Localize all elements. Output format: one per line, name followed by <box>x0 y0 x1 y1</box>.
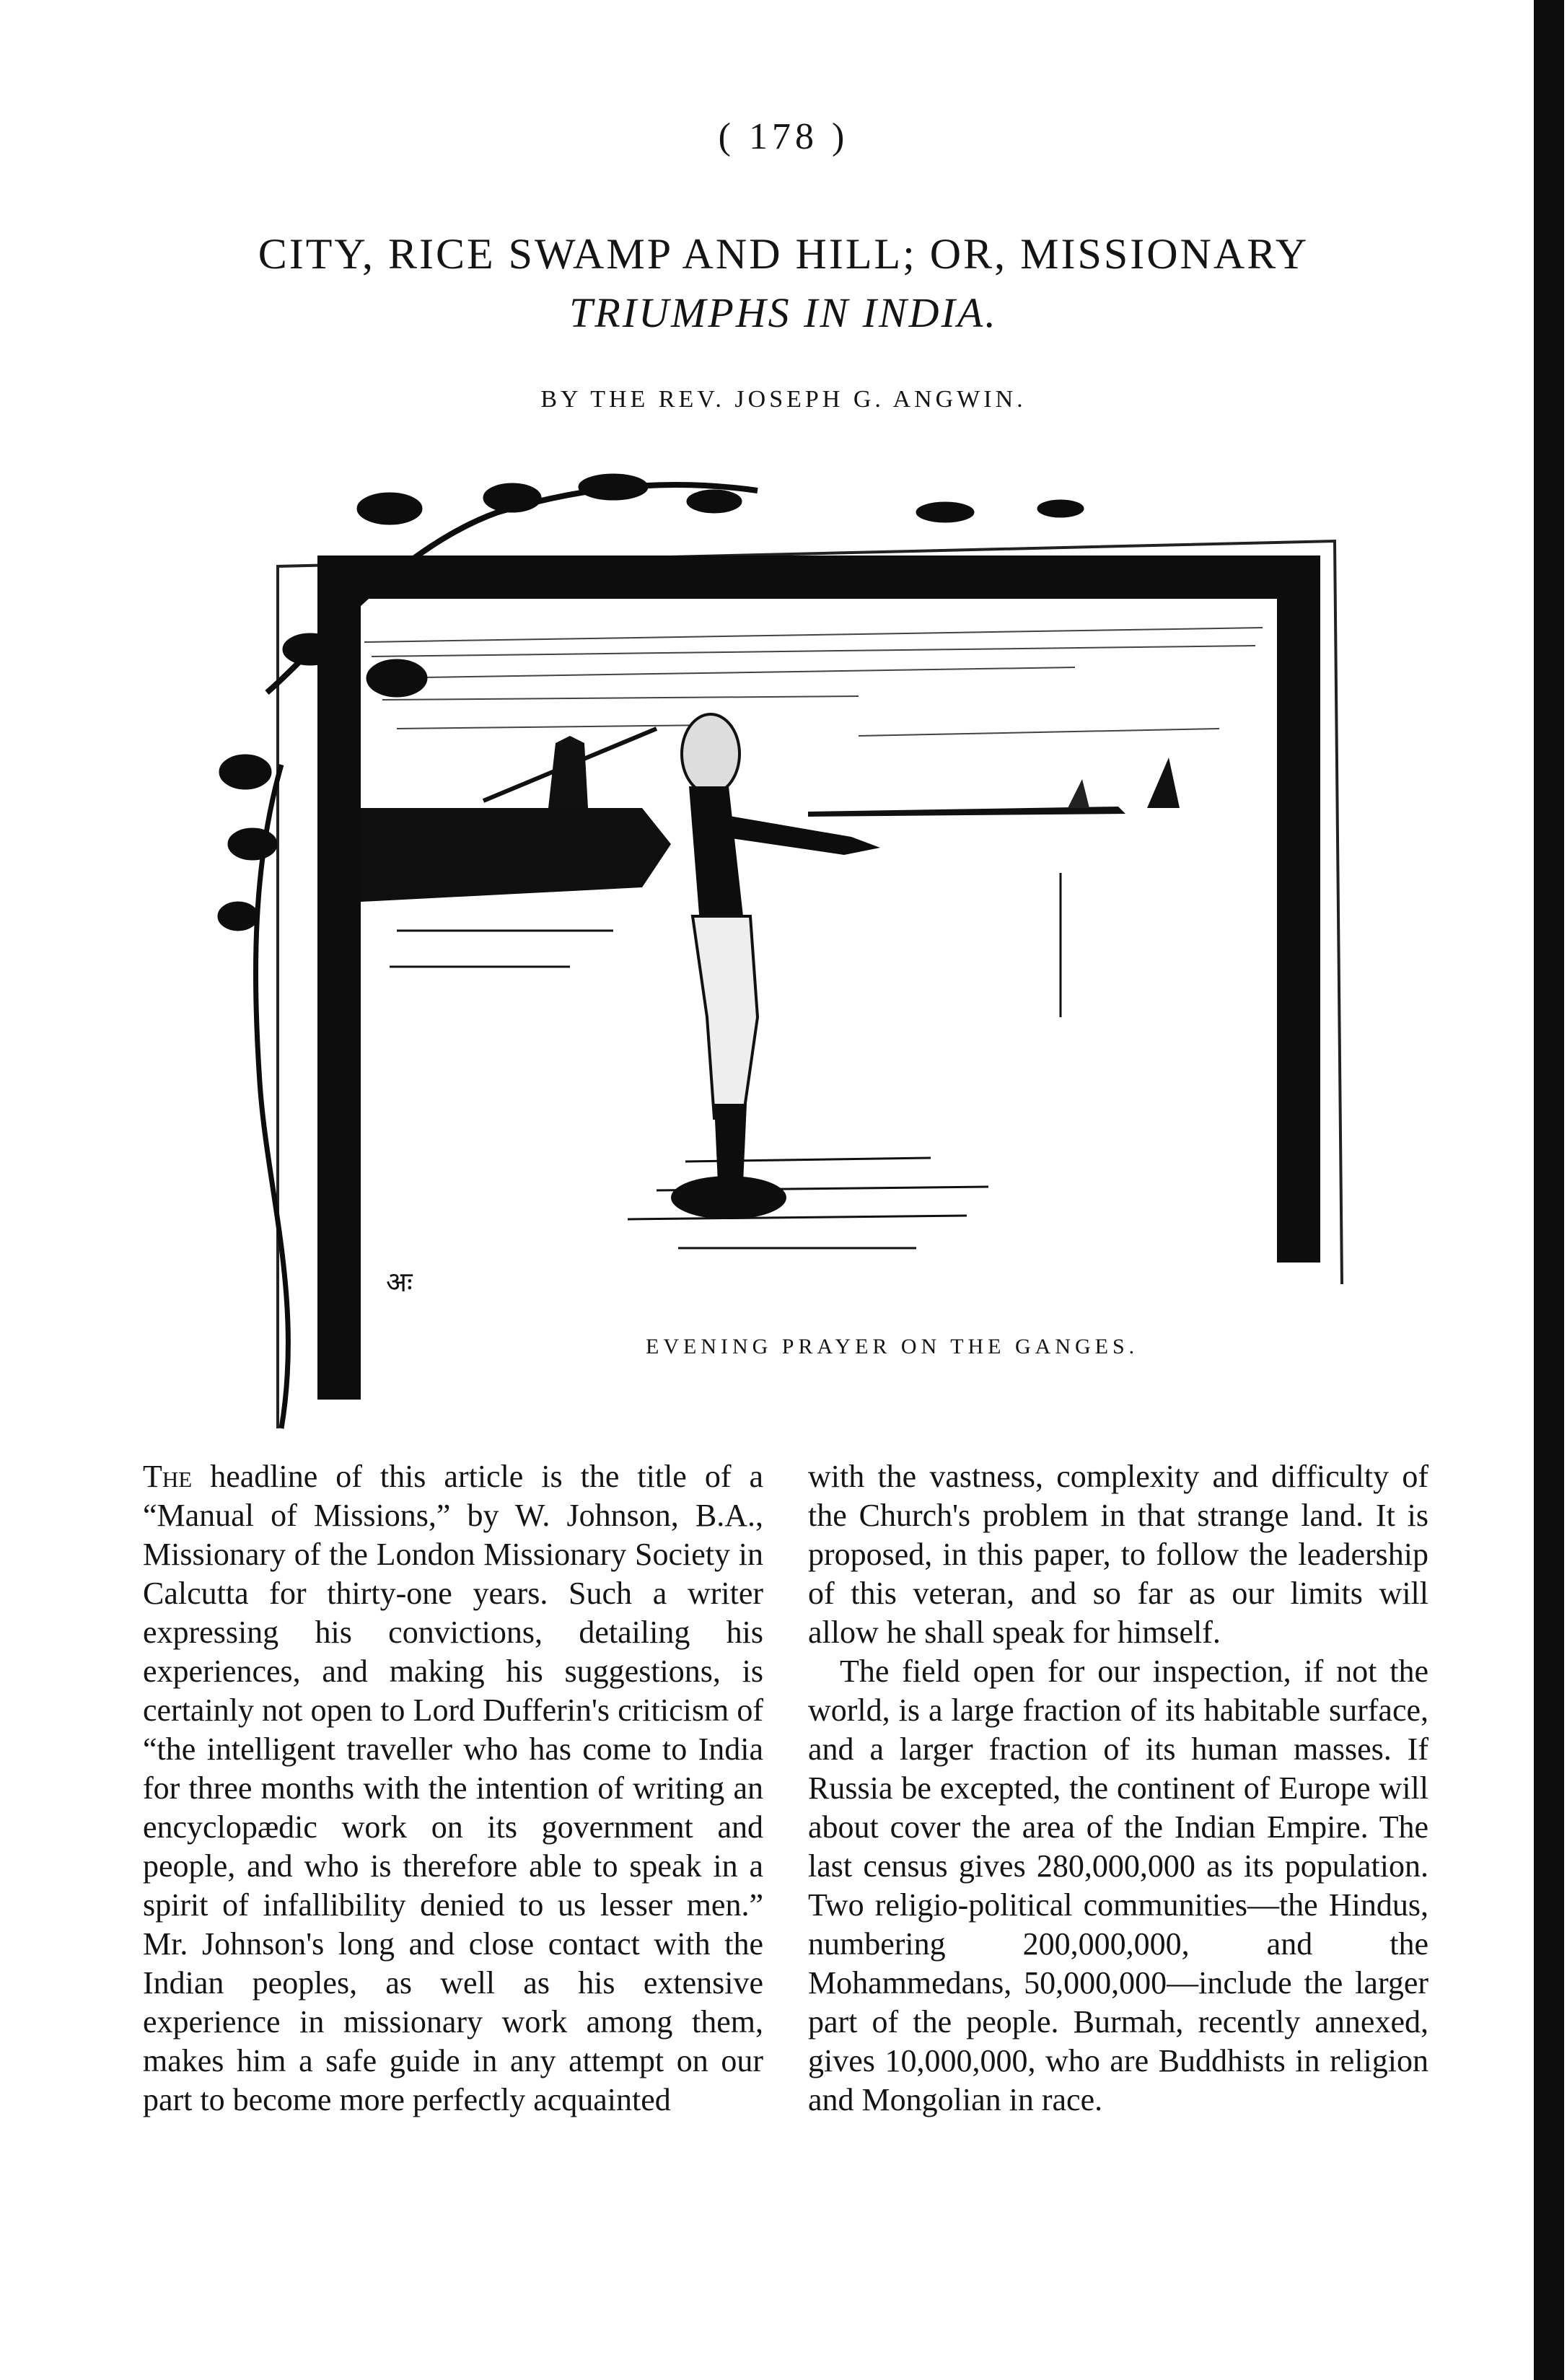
article-title-line-1: CITY, RICE SWAMP AND HILL; OR, MISSIONARY <box>258 230 1309 278</box>
article-paragraph-1-continued: with the vastness, complexity and difficulty of the Church's problem in that strange land. It is proposed, in this paper, to follow the leadership of this veteran, and so far as our limits will allow he shall speak for himself. <box>808 1459 1428 1650</box>
drop-word: The <box>143 1459 193 1494</box>
sailboat-small <box>1068 779 1089 808</box>
sky-hatching <box>364 628 1263 736</box>
illustration-caption: EVENING PRAYER ON THE GANGES. <box>646 1335 1139 1358</box>
article-paragraph-2: The field open for our inspection, if not the world, is a large fraction of its habitable surface, and a larger fraction of its human masses. If Russia be excepted, the continent of Europe will about cover the area of the Indian Empire. The last census gives 280,000,000 as its population. Two religio-political communities—the Hindus, numbering 200,000,000, and the Mohammedans, 50,000,000—include the larger part of the people. Burmah, recently annexed, gives 10,000,000, who are Buddhists in religion and Mongolian in race. <box>808 1654 1428 2117</box>
paragraph-1-text: headline of this article is the title of a “Manual of Missions,” by W. Johnson, B.A., Missionary of the London Missionary Society in Calcutta for thirty-one years. Such a writer expressing his convictions, detailing his experiences, and making his suggestions, is certainly not open to Lord Dufferin's criticism of “the intelligent traveller who has come to India for three months with the intention of writing an encyclopædic work on its government and people, and who is therefore able to speak in a spirit of infallibility denied to us lesser men.” Mr. Johnson's long and close contact with the Indian peoples, as well as his extensive experience in missionary work among them, makes him a safe guide in any attempt on our part to become more perfectly acquainted <box>143 1459 763 2117</box>
thick-frame <box>339 577 1299 1400</box>
article-paragraph-1 <box>143 1457 763 2120</box>
page-number: ( 178 ) <box>718 116 849 157</box>
page-edge-bar <box>1534 0 1564 2380</box>
byline: BY THE REV. JOSEPH G. ANGWIN. <box>540 386 1027 413</box>
illustration-evening-prayer <box>209 469 1364 1432</box>
left-shore <box>361 808 671 902</box>
article-column-left <box>143 1457 763 2120</box>
article-title-line-2: TRIUMPHS IN INDIA. <box>569 289 998 336</box>
sailboat <box>1147 758 1180 808</box>
praying-man <box>671 714 880 1219</box>
artist-monogram: अः <box>386 1266 413 1298</box>
far-shore <box>808 807 1125 817</box>
outer-frame-line <box>278 541 1342 1428</box>
article-column-right <box>808 1457 1428 2120</box>
